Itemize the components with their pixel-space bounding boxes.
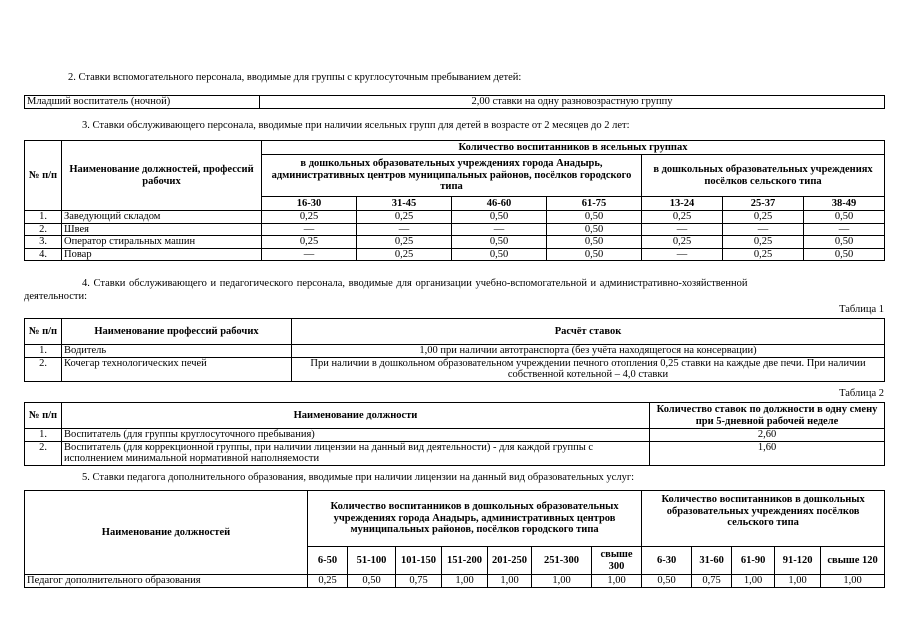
cell-value: — xyxy=(642,223,723,236)
col-header-name: Наименование должностей xyxy=(25,491,308,575)
section2-table xyxy=(24,95,885,109)
range-header: 13-24 xyxy=(642,197,723,211)
range-header: 38-49 xyxy=(804,197,885,211)
range-header: 101-150 xyxy=(396,547,442,575)
row-name: Швея xyxy=(62,223,262,236)
cell-value: 0,50 xyxy=(547,223,642,236)
cell-value: 0,50 xyxy=(547,236,642,249)
table-row xyxy=(25,441,885,465)
cell-value: 0,50 xyxy=(348,575,396,588)
row-name: Кочегар технологических печей xyxy=(62,357,292,381)
rate-value: 2,00 ставки на одну разновозрастную группу xyxy=(260,96,885,109)
section4-table1 xyxy=(24,318,885,382)
col-header-calc: Расчёт ставок xyxy=(292,319,885,345)
cell-value: 1,00 xyxy=(442,575,488,588)
cell-value: 0,50 xyxy=(547,248,642,261)
col-header-city: Количество воспитанников в дошкольных образовательных учреждениях города Анадырь, административных центров муниципальных районов, посёлков городского типа xyxy=(308,491,642,547)
cell-value: — xyxy=(262,248,357,261)
row-value: 1,60 xyxy=(650,441,885,465)
col-header-name: Наименование профессий рабочих xyxy=(62,319,292,345)
cell-value: 1,00 xyxy=(821,575,885,588)
range-header: 51-100 xyxy=(348,547,396,575)
cell-value: 0,25 xyxy=(642,211,723,224)
table-row xyxy=(25,575,885,588)
range-header: 6-50 xyxy=(308,547,348,575)
cell-value: 0,50 xyxy=(804,211,885,224)
cell-value: — xyxy=(804,223,885,236)
cell-value: — xyxy=(357,223,452,236)
cell-value: 0,50 xyxy=(547,211,642,224)
cell-value: 0,25 xyxy=(723,211,804,224)
col-header-rural: Количество воспитанников в дошкольных образовательных учреждениях посёлков сельского типа xyxy=(642,491,885,547)
col-header-name: Наименование должности xyxy=(62,403,650,429)
col-header-rural: в дошкольных образовательных учреждениях посёлков сельского типа xyxy=(642,155,885,197)
range-header: 31-45 xyxy=(357,197,452,211)
cell-value: 0,25 xyxy=(357,236,452,249)
row-num: 3. xyxy=(25,236,62,249)
cell-value: — xyxy=(723,223,804,236)
cell-value: 0,50 xyxy=(804,248,885,261)
cell-value: 1,00 xyxy=(488,575,532,588)
cell-value: 0,50 xyxy=(452,248,547,261)
range-header: 31-60 xyxy=(692,547,732,575)
table2-caption: Таблица 2 xyxy=(839,388,884,399)
section4-table2 xyxy=(24,402,885,466)
cell-value: 0,25 xyxy=(262,236,357,249)
row-name: Водитель xyxy=(62,345,292,358)
cell-value: 0,25 xyxy=(642,236,723,249)
col-header-city: в дошкольных образовательных учреждениях города Анадырь, административных центров муниципальных районов, посёлков городского типа xyxy=(262,155,642,197)
cell-value: 0,50 xyxy=(804,236,885,249)
cell-value: 0,25 xyxy=(723,248,804,261)
table-row xyxy=(25,211,885,224)
cell-value: 0,25 xyxy=(357,248,452,261)
row-num: 1. xyxy=(25,345,62,358)
cell-value: 1,00 xyxy=(592,575,642,588)
cell-value: — xyxy=(642,248,723,261)
position-name: Младший воспитатель (ночной) xyxy=(25,96,260,109)
cell-value: 0,50 xyxy=(452,236,547,249)
row-num: 1. xyxy=(25,429,62,442)
cell-value: 0,75 xyxy=(396,575,442,588)
section3-heading: 3. Ставки обслуживающего персонала, вводимые при наличии ясельных групп для детей в возрасте от 2 месяцев до 2 лет: xyxy=(82,120,630,131)
row-value: 1,00 при наличии автотранспорта (без учёта находящегося на консервации) xyxy=(292,345,885,358)
row-num: 4. xyxy=(25,248,62,261)
table-row xyxy=(25,236,885,249)
range-header: 61-75 xyxy=(547,197,642,211)
cell-value: 0,50 xyxy=(642,575,692,588)
row-num: 2. xyxy=(25,441,62,465)
section5-table xyxy=(24,490,885,588)
table-row xyxy=(25,357,885,381)
range-header: 61-90 xyxy=(732,547,775,575)
table-row xyxy=(25,223,885,236)
col-header-name: Наименование должностей, профессий рабочих xyxy=(62,141,262,211)
range-header: 16-30 xyxy=(262,197,357,211)
table-row xyxy=(25,429,885,442)
row-name: Воспитатель (для группы круглосуточного пребывания) xyxy=(62,429,650,442)
row-name: Оператор стиральных машин xyxy=(62,236,262,249)
col-header-count: Количество воспитанников в ясельных группах xyxy=(262,141,885,155)
cell-value: 0,75 xyxy=(692,575,732,588)
section4-heading-line1: 4. Ставки обслуживающего и педагогического персонала, вводимые для организации учебно-вспомогательной и административно-хозяйственной xyxy=(82,278,748,289)
range-header: 251-300 xyxy=(532,547,592,575)
row-name: Воспитатель (для коррекционной группы, при наличии лицензии на данный вид деятельности) - для каждой группы с исполнением минимальной нормативной наполняемости xyxy=(62,441,650,465)
cell-value: 0,25 xyxy=(262,211,357,224)
row-num: 2. xyxy=(25,357,62,381)
section4-heading-line2: деятельности: xyxy=(24,291,88,302)
range-header: 91-120 xyxy=(775,547,821,575)
row-name: Повар xyxy=(62,248,262,261)
section5-heading: 5. Ставки педагога дополнительного образования, вводимые при наличии лицензии на данный вид образовательных услуг: xyxy=(82,472,635,483)
row-num: 2. xyxy=(25,223,62,236)
row-name: Педагог дополнительного образования xyxy=(25,575,308,588)
cell-value: 0,25 xyxy=(723,236,804,249)
range-header: 46-60 xyxy=(452,197,547,211)
table-row xyxy=(25,96,885,109)
range-header: свыше 120 xyxy=(821,547,885,575)
range-header: 6-30 xyxy=(642,547,692,575)
range-header: 151-200 xyxy=(442,547,488,575)
cell-value: 0,25 xyxy=(308,575,348,588)
col-header-count: Количество ставок по должности в одну смену при 5-дневной рабочей неделе xyxy=(650,403,885,429)
cell-value: 1,00 xyxy=(732,575,775,588)
cell-value: — xyxy=(452,223,547,236)
cell-value: 1,00 xyxy=(532,575,592,588)
col-header-num: № п/п xyxy=(25,319,62,345)
range-header: 25-37 xyxy=(723,197,804,211)
cell-value: 0,50 xyxy=(452,211,547,224)
row-name: Заведующий складом xyxy=(62,211,262,224)
range-header: 201-250 xyxy=(488,547,532,575)
table1-caption: Таблица 1 xyxy=(839,304,884,315)
table-row xyxy=(25,345,885,358)
section3-table xyxy=(24,140,885,261)
col-header-num: № п/п xyxy=(25,403,62,429)
cell-value: 0,25 xyxy=(357,211,452,224)
section2-heading: 2. Ставки вспомогательного персонала, вводимые для группы с круглосуточным пребыванием детей: xyxy=(68,72,522,83)
cell-value: — xyxy=(262,223,357,236)
cell-value: 1,00 xyxy=(775,575,821,588)
row-value: При наличии в дошкольном образовательном учреждении печного отопления 0,25 ставки на каждые две печи. При наличии собственной котельной – 4,0 ставки xyxy=(292,357,885,381)
col-header-num: № п/п xyxy=(25,141,62,211)
table-row xyxy=(25,248,885,261)
row-num: 1. xyxy=(25,211,62,224)
row-value: 2,60 xyxy=(650,429,885,442)
range-header: свыше 300 xyxy=(592,547,642,575)
